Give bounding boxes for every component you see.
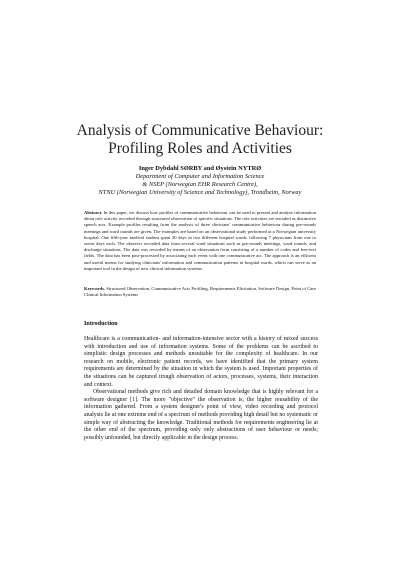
keywords-label: Keywords. xyxy=(84,286,106,291)
title-line-1: Analysis of Communicative Behaviour: xyxy=(76,122,324,139)
section-heading-introduction: Introduction xyxy=(84,320,118,327)
affiliation-line-3: NTNU (Norwegian University of Science and Technology), Trondheim, Norway xyxy=(98,189,302,196)
introduction-body xyxy=(84,336,318,442)
keywords xyxy=(84,286,316,298)
affiliation-line-2: & NSEP (Norwegian EHR Research Centre), xyxy=(142,181,258,188)
paper-title xyxy=(40,122,360,158)
intro-paragraph-2: Observational methods give rich and detailed domain knowledge that is highly relevant for a software designer [1]. The more "objective" the observation is, the higher reusability of the information gathered. From a system designer's point of view, video recording and protocol analysis lie at one extreme end of a spectrum of methods providing high detail but no systematic or simple way of abstracting the knowledge. Traditional methods for requirements engineering lie at the other end of the spectrum, providing only only abstractions of user behaviour or needs; possibly unfounded, but directly applicable in the design process. xyxy=(84,389,318,441)
title-line-2: Profiling Roles and Activities xyxy=(108,140,292,157)
affiliation-line-1: Department of Computer and Information Science xyxy=(135,173,265,180)
author-names: Inger Dybdahl SØRBY and Øystein NYTRØ xyxy=(138,165,262,172)
abstract xyxy=(84,210,316,272)
abstract-text: In this paper, we discuss how profiles of communicative behaviour can be used to present and analyse information about role activity recorded through structured observation of specific situations. The role activities are encoded as distinctive speech acts. Example profiles resulting from the analysis of three clinicians' communicative behaviour during pre-rounds meetings and ward rounds are given. The examples are based on an observational study performed at a Norwegian university hospital. One fifth-year medical student spent 20 days in two different hospital wards, following 7 physicians from one to seven days each. The observer recorded data from several ward situations such as pre-rounds meetings, ward rounds, and discharge situations. The data was recorded by means of an observation form consisting of a number of codes and free-text fields. The data has been post-processed by associating each event with one communicative act. The approach is an efficient and useful means for studying clinicians' information and communication patterns in hospital wards, which can serve as an important tool in the design of new clinical information systems. xyxy=(84,210,316,271)
keywords-text: Structured Observation, Communicative Acts Profiling, Requirements Elicitation, Software Design, Point of Care Clinical Information Systems xyxy=(84,286,317,298)
abstract-label: Abstract. xyxy=(84,210,103,215)
intro-paragraph-1: Healthcare is a communication- and information-intensive sector with a history of mixed success with introduction and use of information systems. Some of the problems can be ascribed to simplistic design processes and methods unsuitable for the complexity of healthcare. In our research on mobile, electronic patient records, we have identified that the primary system requirements are determined by the situation in which the system is used. Important properties of the situations can be captured trough observation of actors, processes, systems, their interaction and context. xyxy=(84,336,318,388)
author-block xyxy=(40,165,360,197)
